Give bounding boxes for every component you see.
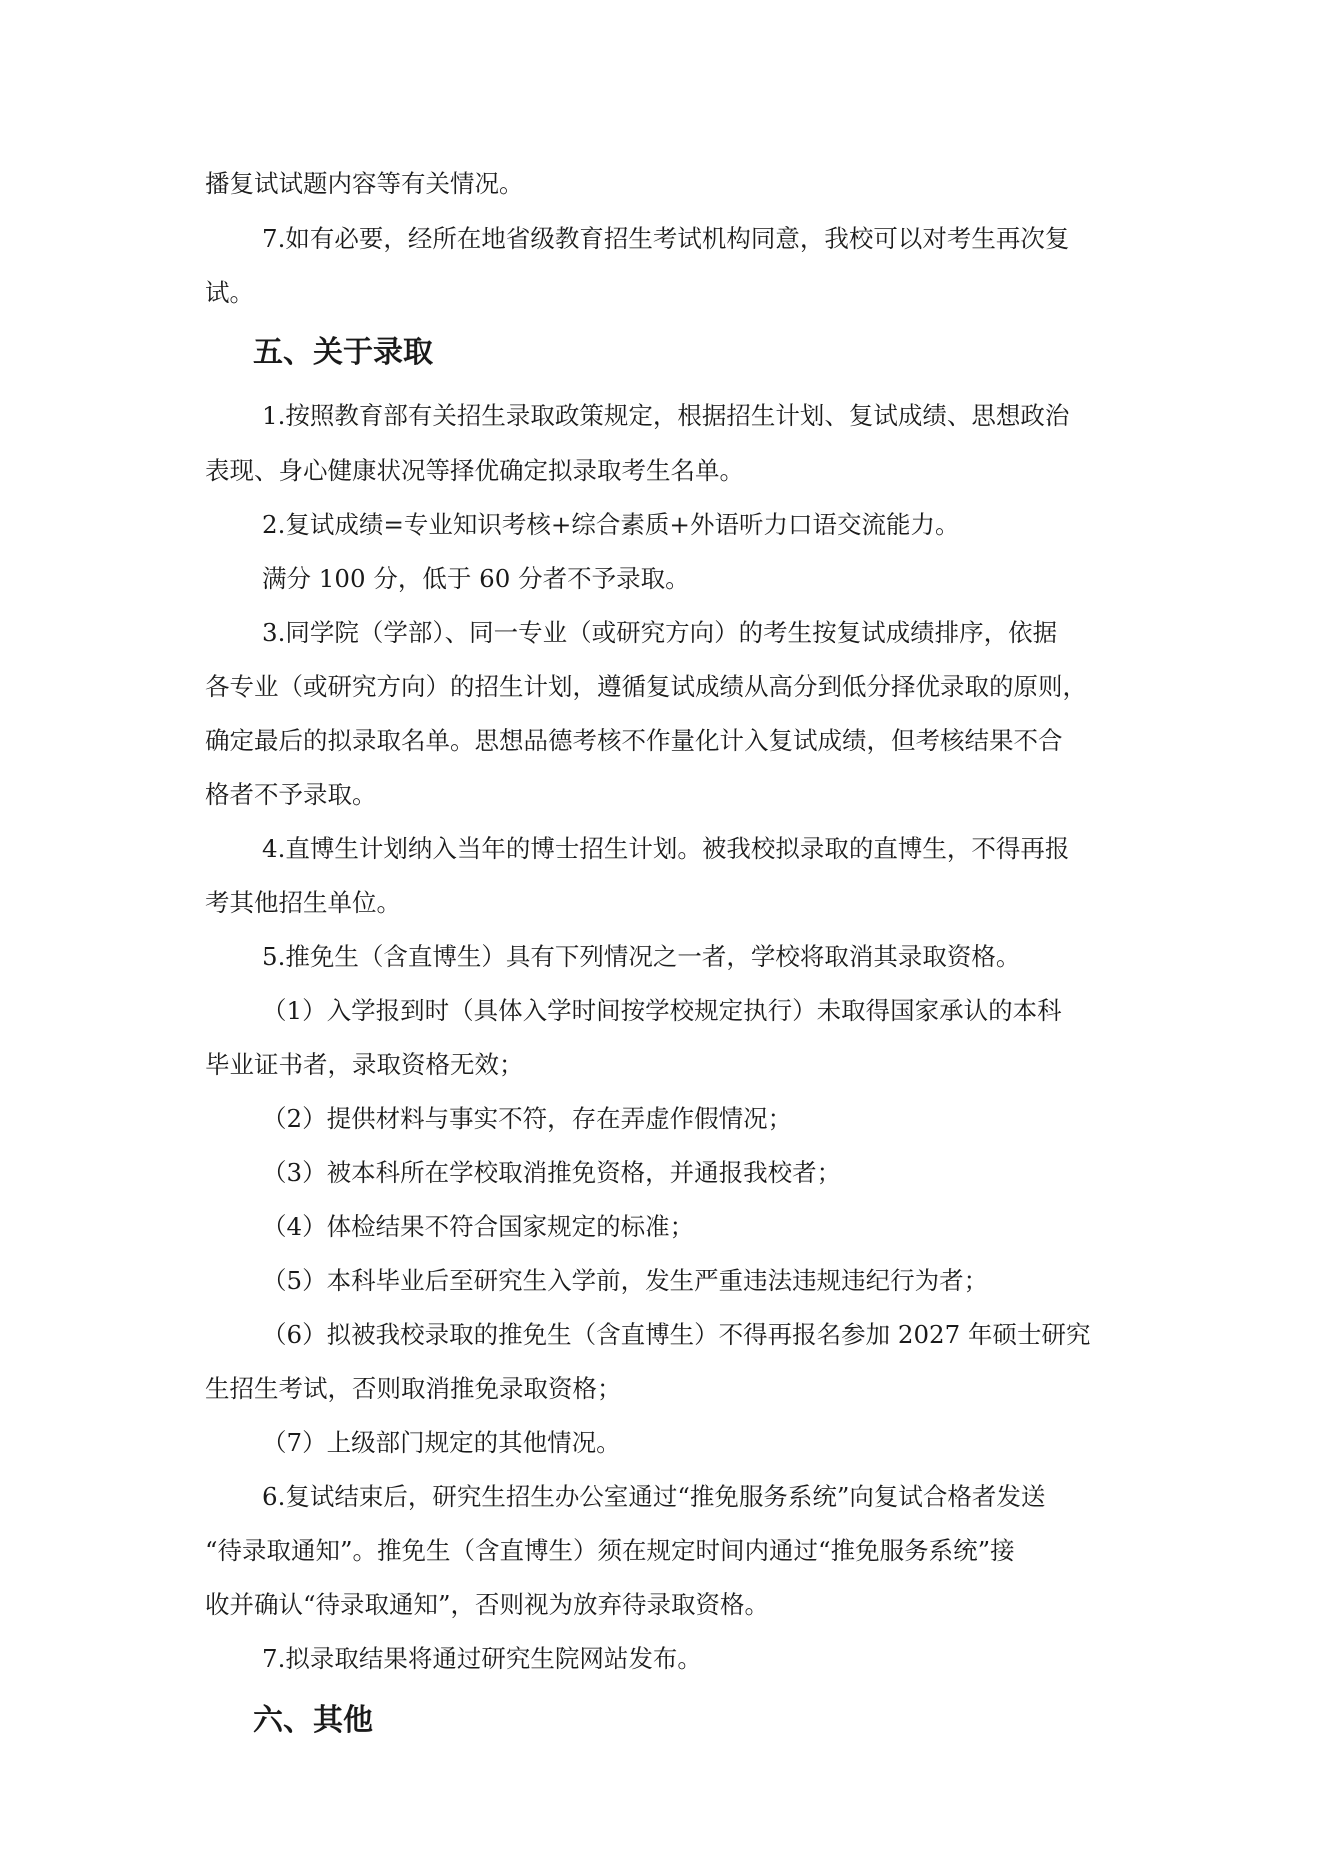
- paragraph-line: 5.推免生（含直博生）具有下列情况之一者，学校将取消其录取资格。: [262, 942, 1021, 971]
- paragraph-line: （6）拟被我校录取的推免生（含直博生）不得再报名参加 2027 年硕士研究: [262, 1320, 1091, 1349]
- paragraph-line: （5）本科毕业后至研究生入学前，发生严重违法违规违纪行为者；: [262, 1266, 989, 1295]
- paragraph-line: 4.直博生计划纳入当年的博士招生计划。被我校拟录取的直博生，不得再报: [262, 834, 1070, 863]
- paragraph-line: （4）体检结果不符合国家规定的标准；: [262, 1212, 695, 1241]
- paragraph-line: 格者不予录取。: [205, 780, 377, 809]
- paragraph-line: 满分 100 分，低于 60 分者不予录取。: [262, 564, 690, 593]
- paragraph-line: 表现、身心健康状况等择优确定拟录取考生名单。: [205, 456, 744, 485]
- paragraph-line: （7）上级部门规定的其他情况。: [262, 1428, 621, 1457]
- section-heading-admission: 五、关于录取: [253, 335, 433, 370]
- paragraph-line: 1.按照教育部有关招生录取政策规定，根据招生计划、复试成绩、思想政治: [262, 401, 1070, 430]
- paragraph-line: 播复试试题内容等有关情况。: [205, 169, 524, 198]
- section-heading-other: 六、其他: [253, 1703, 373, 1738]
- paragraph-line: 各专业（或研究方向）的招生计划，遵循复试成绩从高分到低分择优录取的原则，: [205, 672, 1087, 701]
- paragraph-line: 3.同学院（学部）、同一专业（或研究方向）的考生按复试成绩排序，依据: [262, 618, 1058, 647]
- paragraph-line: （2）提供材料与事实不符，存在弄虚作假情况；: [262, 1104, 793, 1133]
- paragraph-line: 6.复试结束后，研究生招生办公室通过“推免服务系统”向复试合格者发送: [262, 1482, 1046, 1511]
- paragraph-line: 毕业证书者，录取资格无效；: [205, 1050, 524, 1079]
- paragraph-line: 生招生考试，否则取消推免录取资格；: [205, 1374, 622, 1403]
- paragraph-line: （3）被本科所在学校取消推免资格，并通报我校者；: [262, 1158, 842, 1187]
- paragraph-line: （1）入学报到时（具体入学时间按学校规定执行）未取得国家承认的本科: [262, 996, 1062, 1025]
- paragraph-line: 确定最后的拟录取名单。思想品德考核不作量化计入复试成绩，但考核结果不合: [205, 726, 1063, 755]
- paragraph-line: 2.复试成绩=专业知识考核+综合素质+外语听力口语交流能力。: [262, 510, 960, 539]
- paragraph-line: 7.拟录取结果将通过研究生院网站发布。: [262, 1644, 702, 1673]
- paragraph-line: 7.如有必要，经所在地省级教育招生考试机构同意，我校可以对考生再次复: [262, 224, 1070, 253]
- paragraph-line: 试。: [205, 278, 254, 307]
- paragraph-line: 考其他招生单位。: [205, 888, 401, 917]
- paragraph-line: “待录取通知”。推免生（含直博生）须在规定时间内通过“推免服务系统”接: [205, 1536, 1015, 1565]
- paragraph-line: 收并确认“待录取通知”，否则视为放弃待录取资格。: [205, 1590, 770, 1619]
